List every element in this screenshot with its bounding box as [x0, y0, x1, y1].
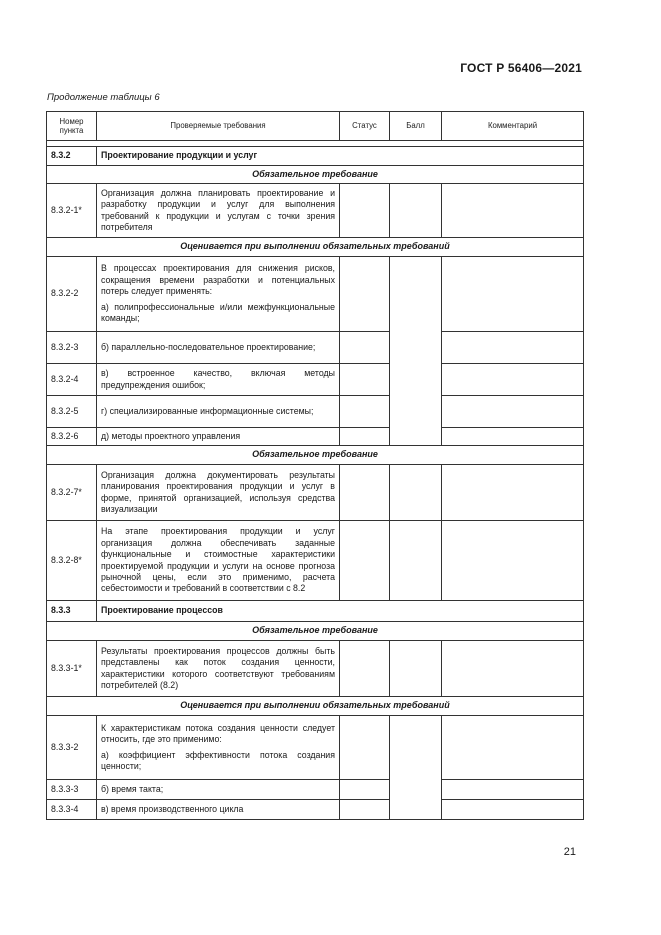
status-cell[interactable]: [340, 521, 390, 601]
status-cell[interactable]: [340, 184, 390, 238]
row-number: 8.3.2-2: [47, 257, 97, 332]
comment-cell[interactable]: [442, 521, 584, 601]
table-row: [47, 521, 584, 601]
row-number: 8.3.2-6: [47, 428, 97, 446]
comment-cell[interactable]: [442, 332, 584, 364]
section-title: Проектирование процессов: [97, 601, 584, 622]
comment-cell[interactable]: [442, 800, 584, 820]
row-requirement: Организация должна документировать результаты планирования проектирования продукции и услуг в форме, принятой организацией, используя средства визуализации: [97, 465, 340, 521]
score-cell[interactable]: [390, 184, 442, 238]
row-number: 8.3.3-2: [47, 716, 97, 780]
band-row: [47, 446, 584, 465]
table-row: [47, 800, 584, 820]
comment-cell[interactable]: [442, 716, 584, 780]
row-number: 8.3.3-3: [47, 780, 97, 800]
table-row: [47, 428, 584, 446]
row-requirement: В процессах проектирования для снижения рисков, сокращения времени разработки и потенциальных потерь следует применять: а) полипрофессиональные и/или межфункциональные команды;: [97, 257, 340, 332]
comment-cell[interactable]: [442, 396, 584, 428]
row-number: 8.3.2-1*: [47, 184, 97, 238]
status-cell[interactable]: [340, 465, 390, 521]
comment-cell[interactable]: [442, 184, 584, 238]
table-row: [47, 641, 584, 697]
table-row: [47, 364, 584, 396]
table-row: [47, 780, 584, 800]
table-row: [47, 716, 584, 780]
row-number: 8.3.2-8*: [47, 521, 97, 601]
col-header-score: Балл: [390, 112, 442, 141]
row-requirement: в) встроенное качество, включая методы предупреждения ошибок;: [97, 364, 340, 396]
table-row: [47, 396, 584, 428]
comment-cell[interactable]: [442, 428, 584, 446]
band-evaluated: Оценивается при выполнении обязательных требований: [47, 697, 584, 716]
band-row: [47, 622, 584, 641]
section-row: [47, 147, 584, 166]
row-requirement: б) параллельно-последовательное проектирование;: [97, 332, 340, 364]
row-requirement: На этапе проектирования продукции и услуг организация должна обеспечивать заданные функциональные и стоимостные характеристики проектируемой продукции и услуги на основе прогноза рыночной цены, если это применимо, расчета себестоимости и требований в соответствии с 8.2: [97, 521, 340, 601]
band-row: [47, 697, 584, 716]
score-cell[interactable]: [390, 465, 442, 521]
section-number: 8.3.2: [47, 147, 97, 166]
row-number: 8.3.3-4: [47, 800, 97, 820]
table-row: [47, 184, 584, 238]
section-title: Проектирование продукции и услуг: [97, 147, 584, 166]
row-requirement: Организация должна планировать проектирование и разработку продукции и услуг для выполнения требований к продукции и услугам с точки зрения потребителя: [97, 184, 340, 238]
col-header-comment: Комментарий: [442, 112, 584, 141]
requirements-table: [46, 111, 584, 820]
row-number: 8.3.2-5: [47, 396, 97, 428]
row-requirement: К характеристикам потока создания ценности следует относить, где это применимо: а) коэффициент эффективности потока создания ценности;: [97, 716, 340, 780]
row-number: 8.3.2-4: [47, 364, 97, 396]
comment-cell[interactable]: [442, 780, 584, 800]
status-cell[interactable]: [340, 716, 390, 780]
band-mandatory: Обязательное требование: [47, 622, 584, 641]
col-header-requirements: Проверяемые требования: [97, 112, 340, 141]
row-number: 8.3.2-7*: [47, 465, 97, 521]
score-cell[interactable]: [390, 716, 442, 820]
comment-cell[interactable]: [442, 364, 584, 396]
page-number: 21: [563, 846, 576, 858]
row-number: 8.3.3-1*: [47, 641, 97, 697]
status-cell[interactable]: [340, 257, 390, 332]
table-row: [47, 257, 584, 332]
table-row: [47, 465, 584, 521]
status-cell[interactable]: [340, 364, 390, 396]
table-caption: Продолжение таблицы 6: [47, 92, 160, 103]
band-row: [47, 238, 584, 257]
document-code: ГОСТ Р 56406—2021: [460, 61, 582, 75]
status-cell[interactable]: [340, 396, 390, 428]
row-requirement: в) время производственного цикла: [97, 800, 340, 820]
row-requirement: д) методы проектного управления: [97, 428, 340, 446]
status-cell[interactable]: [340, 428, 390, 446]
row-requirement: Результаты проектирования процессов должны быть представлены как поток создания ценности, характеристики которого соответствуют требованиям потребителей (8.2): [97, 641, 340, 697]
band-row: [47, 166, 584, 184]
table-row: [47, 332, 584, 364]
score-cell[interactable]: [390, 521, 442, 601]
status-cell[interactable]: [340, 780, 390, 800]
score-cell[interactable]: [390, 257, 442, 446]
status-cell[interactable]: [340, 332, 390, 364]
col-header-number: Номер пункта: [47, 112, 97, 141]
status-cell[interactable]: [340, 641, 390, 697]
score-cell[interactable]: [390, 641, 442, 697]
row-requirement: г) специализированные информационные системы;: [97, 396, 340, 428]
row-requirement: б) время такта;: [97, 780, 340, 800]
comment-cell[interactable]: [442, 257, 584, 332]
row-number: 8.3.2-3: [47, 332, 97, 364]
section-number: 8.3.3: [47, 601, 97, 622]
section-row: [47, 601, 584, 622]
table-header-row: [47, 112, 584, 141]
status-cell[interactable]: [340, 800, 390, 820]
comment-cell[interactable]: [442, 641, 584, 697]
band-mandatory: Обязательное требование: [47, 446, 584, 465]
band-evaluated: Оценивается при выполнении обязательных требований: [47, 238, 584, 257]
col-header-status: Статус: [340, 112, 390, 141]
comment-cell[interactable]: [442, 465, 584, 521]
band-mandatory: Обязательное требование: [47, 166, 584, 184]
